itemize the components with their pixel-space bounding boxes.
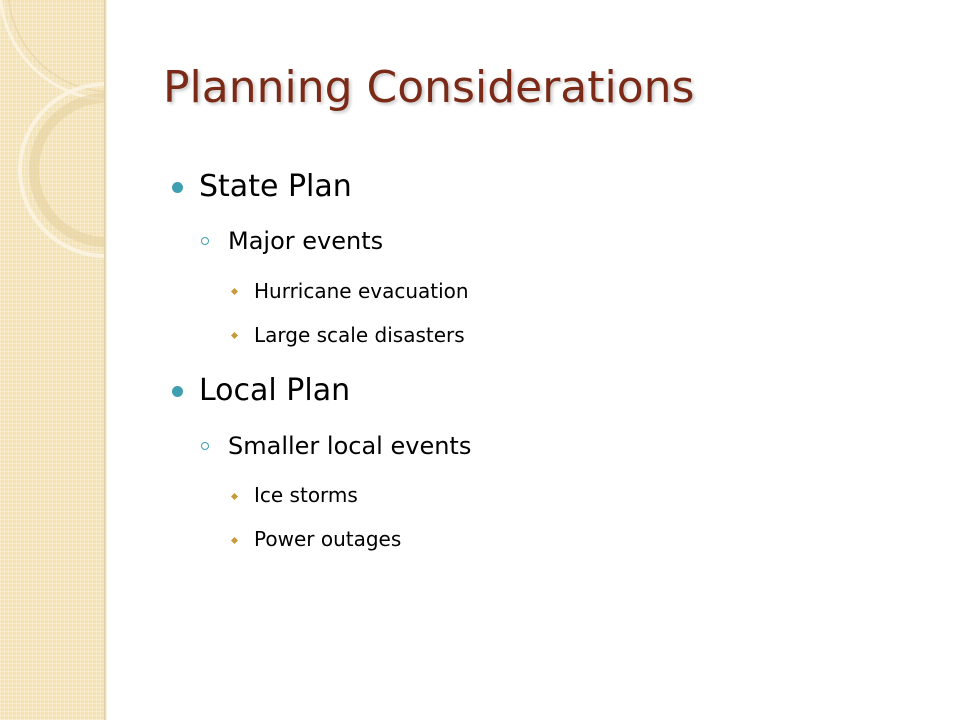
bullet-text: Ice storms	[254, 483, 358, 507]
bullet-dot-icon	[172, 182, 183, 193]
bullet-text: Major events	[228, 227, 384, 255]
bullet-text: Local Plan	[199, 373, 351, 408]
bullet-text: Hurricane evacuation	[254, 279, 469, 303]
decorative-side-band	[0, 0, 104, 720]
bullet-diamond-icon	[231, 537, 238, 544]
bullet-diamond-icon	[231, 493, 238, 500]
bullet-text: Power outages	[254, 527, 402, 551]
side-band-edge	[104, 0, 107, 720]
bullet-diamond-icon	[231, 332, 238, 339]
bullet-diamond-icon	[231, 288, 238, 295]
bullet-text: Large scale disasters	[254, 323, 465, 347]
bullet-ring-icon	[201, 237, 209, 245]
bullet-text: State Plan	[199, 169, 352, 204]
decorative-rings	[0, 0, 104, 720]
bullet-text: Smaller local events	[228, 432, 472, 460]
slide-title: Planning Considerations	[163, 62, 695, 113]
bullet-ring-icon	[201, 442, 209, 450]
bullet-dot-icon	[172, 386, 183, 397]
